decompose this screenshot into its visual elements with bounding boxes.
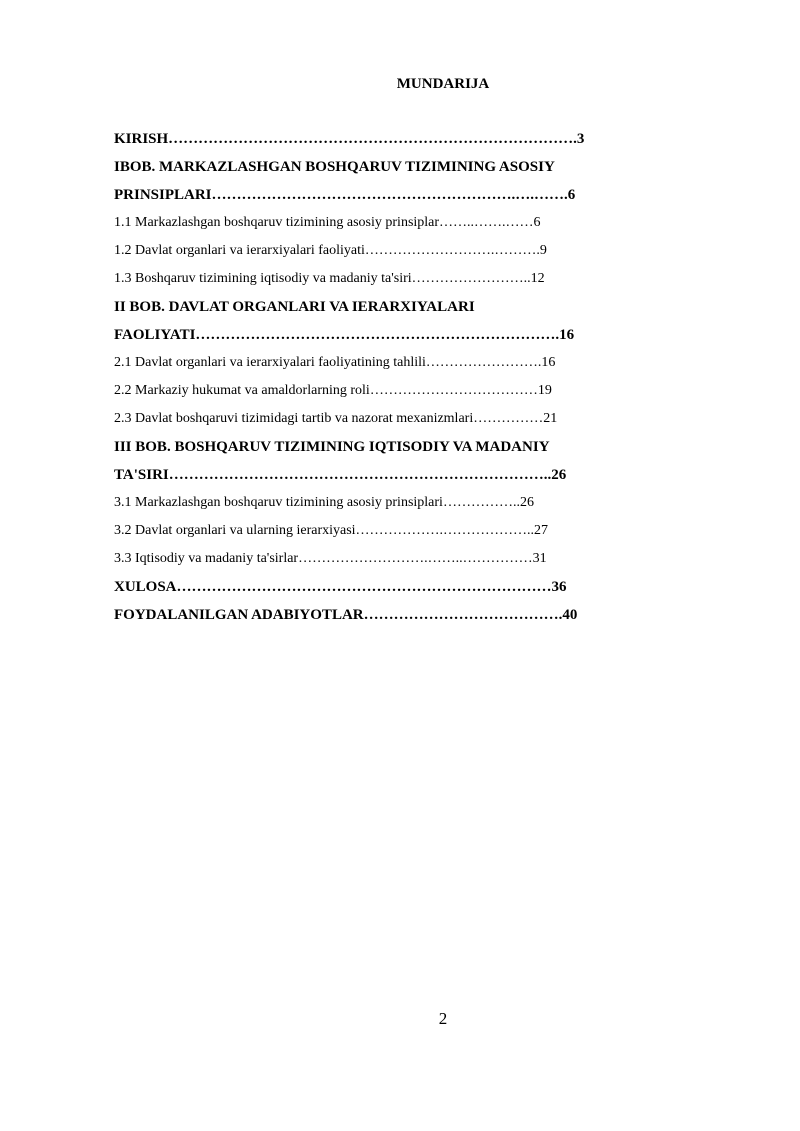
page-number: 2 [438, 1009, 448, 1028]
toc-entry-section-2-1: 2.1 Davlat organlari va ierarxiyalari faoliyatining tahlili…………………….16 [114, 355, 556, 370]
toc-entry-chapter-1-line-1: IBOB. MARKAZLASHGAN BOSHQARUV TIZIMINING ASOSIY [114, 159, 555, 175]
table-of-contents [114, 125, 634, 629]
toc-entry-section-1-1: 1.1 Markazlashgan boshqaruv tizimining asosiy prinsiplar……..…….……6 [114, 215, 541, 230]
toc-entry-adabiyotlar: FOYDALANILGAN ADABIYOTLAR………………………………….40 [114, 607, 578, 623]
toc-entry-section-2-2: 2.2 Markaziy hukumat va amaldorlarning roli………………………………19 [114, 383, 552, 398]
toc-entry-xulosa: XULOSA…………………………………………………………………36 [114, 579, 567, 595]
toc-entry-section-3-2: 3.2 Davlat organlari va ularning ierarxiyasi……………….………………..27 [114, 523, 549, 538]
toc-entry-chapter-2-line-2: FAOLIYATI……………………………………………………………….16 [114, 327, 575, 343]
toc-entry-chapter-2-line-1: II BOB. DAVLAT ORGANLARI VA IERARXIYALARI [114, 299, 475, 315]
toc-entry-chapter-1-line-2: PRINSIPLARI…………………………………………………….….…….6 [114, 187, 576, 203]
toc-entry-section-1-2: 1.2 Davlat organlari va ierarxiyalari faoliyati……………………….……….9 [114, 243, 547, 258]
toc-entry-section-3-3: 3.3 Iqtisodiy va madaniy ta'sirlar……………………….……..……………31 [114, 551, 547, 566]
toc-entry-chapter-3-line-2: TA'SIRI…………………………………………………………………..26 [114, 467, 567, 483]
toc-entry-chapter-3-line-1: III BOB. BOSHQARUV TIZIMINING IQTISODIY VA MADANIY [114, 439, 550, 455]
page-title: MUNDARIJA [396, 76, 490, 92]
toc-entry-section-1-3: 1.3 Boshqaruv tizimining iqtisodiy va madaniy ta'siri……………………..12 [114, 271, 545, 286]
toc-entry-section-3-1: 3.1 Markazlashgan boshqaruv tizimining asosiy prinsiplari……………..26 [114, 495, 534, 510]
toc-entry-kirish: KIRISH……………………………………………………………………….3 [114, 131, 585, 147]
toc-entry-section-2-3: 2.3 Davlat boshqaruvi tizimidagi tartib va nazorat mexanizmlari……………21 [114, 411, 558, 426]
